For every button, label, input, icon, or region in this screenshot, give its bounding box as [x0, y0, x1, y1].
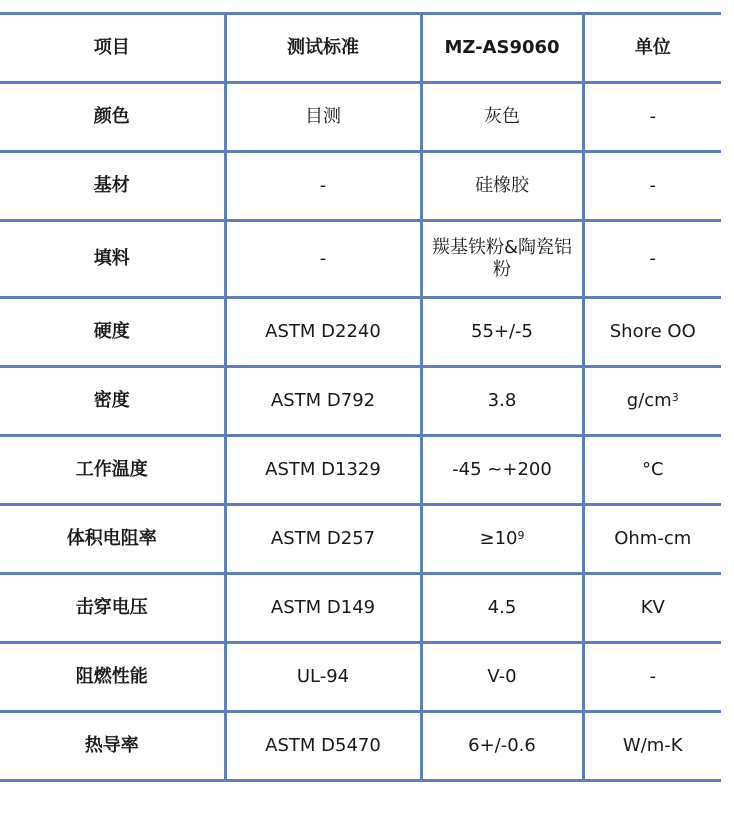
row-unit: - — [583, 643, 721, 712]
row-item: 体积电阻率 — [0, 505, 225, 574]
header-unit: 单位 — [583, 14, 721, 83]
row-value: 55+/-5 — [421, 298, 583, 367]
row-standard: ASTM D2240 — [225, 298, 421, 367]
row-item: 击穿电压 — [0, 574, 225, 643]
row-standard: ASTM D792 — [225, 367, 421, 436]
row-unit: °C — [583, 436, 721, 505]
row-value: 3.8 — [421, 367, 583, 436]
row-standard: ASTM D149 — [225, 574, 421, 643]
table-row — [0, 221, 721, 298]
header-standard: 测试标准 — [225, 14, 421, 83]
row-item: 硬度 — [0, 298, 225, 367]
row-item: 密度 — [0, 367, 225, 436]
value-superscript: 9 — [517, 529, 525, 542]
row-unit: Shore OO — [583, 298, 721, 367]
row-item: 基材 — [0, 152, 225, 221]
row-standard: ASTM D257 — [225, 505, 421, 574]
row-item: 阻燃性能 — [0, 643, 225, 712]
header-product: MZ-AS9060 — [421, 14, 583, 83]
unit-superscript: 3 — [671, 391, 679, 404]
table-row — [0, 505, 721, 574]
table-row — [0, 367, 721, 436]
row-standard: - — [225, 221, 421, 298]
value-base: ≥10 — [479, 528, 518, 549]
row-standard: 目测 — [225, 83, 421, 152]
table-row — [0, 712, 721, 781]
table-row — [0, 298, 721, 367]
spec-table — [0, 12, 721, 782]
row-unit: W/m-K — [583, 712, 721, 781]
table-header-row — [0, 14, 721, 83]
row-unit: - — [583, 152, 721, 221]
row-value: 硅橡胶 — [421, 152, 583, 221]
row-value: 灰色 — [421, 83, 583, 152]
row-unit — [583, 367, 721, 436]
row-value — [421, 505, 583, 574]
unit-base: g/cm — [626, 390, 672, 411]
table-row — [0, 83, 721, 152]
row-value: 羰基铁粉&陶瓷铝粉 — [421, 221, 583, 298]
row-standard: UL-94 — [225, 643, 421, 712]
row-item: 颜色 — [0, 83, 225, 152]
row-unit: - — [583, 221, 721, 298]
row-value: 6+/-0.6 — [421, 712, 583, 781]
row-standard: - — [225, 152, 421, 221]
row-value: 4.5 — [421, 574, 583, 643]
row-standard: ASTM D1329 — [225, 436, 421, 505]
table-row — [0, 643, 721, 712]
row-unit: KV — [583, 574, 721, 643]
row-unit: - — [583, 83, 721, 152]
row-standard: ASTM D5470 — [225, 712, 421, 781]
row-item: 填料 — [0, 221, 225, 298]
header-item: 项目 — [0, 14, 225, 83]
row-value: V-0 — [421, 643, 583, 712]
row-unit: Ohm-cm — [583, 505, 721, 574]
row-item: 工作温度 — [0, 436, 225, 505]
table-row — [0, 574, 721, 643]
table-row — [0, 436, 721, 505]
table-row — [0, 152, 721, 221]
row-value: -45 ~+200 — [421, 436, 583, 505]
row-item: 热导率 — [0, 712, 225, 781]
